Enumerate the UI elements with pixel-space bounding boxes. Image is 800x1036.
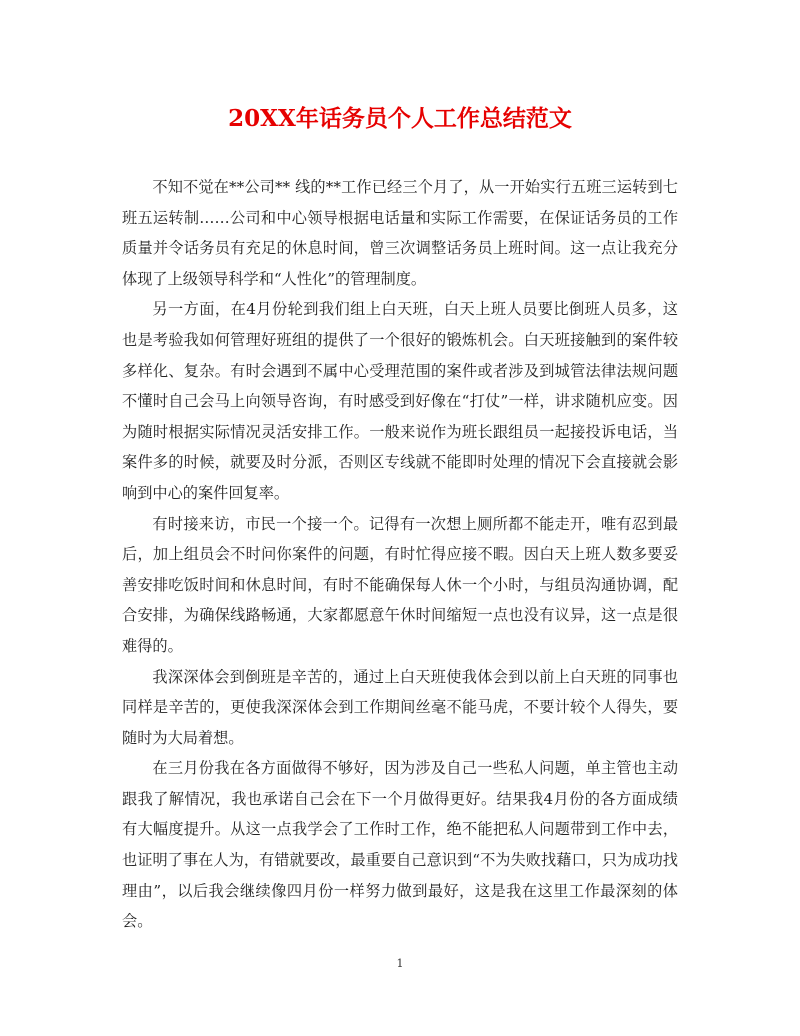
paragraph-5: 在三月份我在各方面做得不够好，因为涉及自己一些私人问题，单主管也主动跟我了解情况，我也承诺自己会在下一个月做得更好。结果我4月份的各方面成绩有大幅度提升。从这一点我学会了工作时工作，绝不能把私人问题带到工作中去，也证明了事在人为，有错就要改，最重要自己意识到“不为失败找藉口，只为成功找理由”，以后我会继续像四月份一样努力做到最好，这是我在这里工作最深刻的体会。 bbox=[122, 759, 678, 931]
page-number: 1 bbox=[396, 957, 404, 970]
page-title: 20XX年话务员个人工作总结范文 bbox=[228, 105, 572, 132]
document-body bbox=[122, 172, 678, 937]
paragraph-2: 另一方面，在4月份轮到我们组上白天班，白天上班人员要比倒班人员多，这也是考验我如何管理好班组的提供了一个很好的锻炼机会。白天班接触到的案件较多样化、复杂。有时会遇到不属中心受理范围的案件或者涉及到城管法律法规问题不懂时自己会马上向领导咨询，有时感受到好像在“打仗”一样，讲求随机应变。因为随时根据实际情况灵活安排工作。一般来说作为班长跟组员一起接投诉电话，当案件多的时候，就要及时分派，否则区专线就不能即时处理的情况下会直接就会影响到中心的案件回复率。 bbox=[122, 300, 678, 502]
paragraph-3: 有时接来访，市民一个接一个。记得有一次想上厕所都不能走开，唯有忍到最后，加上组员会不时问你案件的问题，有时忙得应接不暇。因白天上班人数多要妥善安排吃饭时间和休息时间，有时不能确保每人休一个小时，与组员沟通协调，配合安排，为确保线路畅通，大家都愿意午休时间缩短一点也没有议异，这一点是很难得的。 bbox=[122, 514, 678, 655]
paragraph-1: 不知不觉在**公司** 线的**工作已经三个月了，从一开始实行五班三运转到七班五运转制……公司和中心领导根据电话量和实际工作需要，在保证话务员的工作质量并令话务员有充足的休息时间，曾三次调整话务员上班时间。这一点让我充分体现了上级领导科学和“人性化”的管理制度。 bbox=[122, 178, 678, 288]
paragraph-4: 我深深体会到倒班是辛苦的，通过上白天班使我体会到以前上白天班的同事也同样是辛苦的，更使我深深体会到工作期间丝毫不能马虎，不要计较个人得失，要随时为大局着想。 bbox=[122, 667, 678, 747]
